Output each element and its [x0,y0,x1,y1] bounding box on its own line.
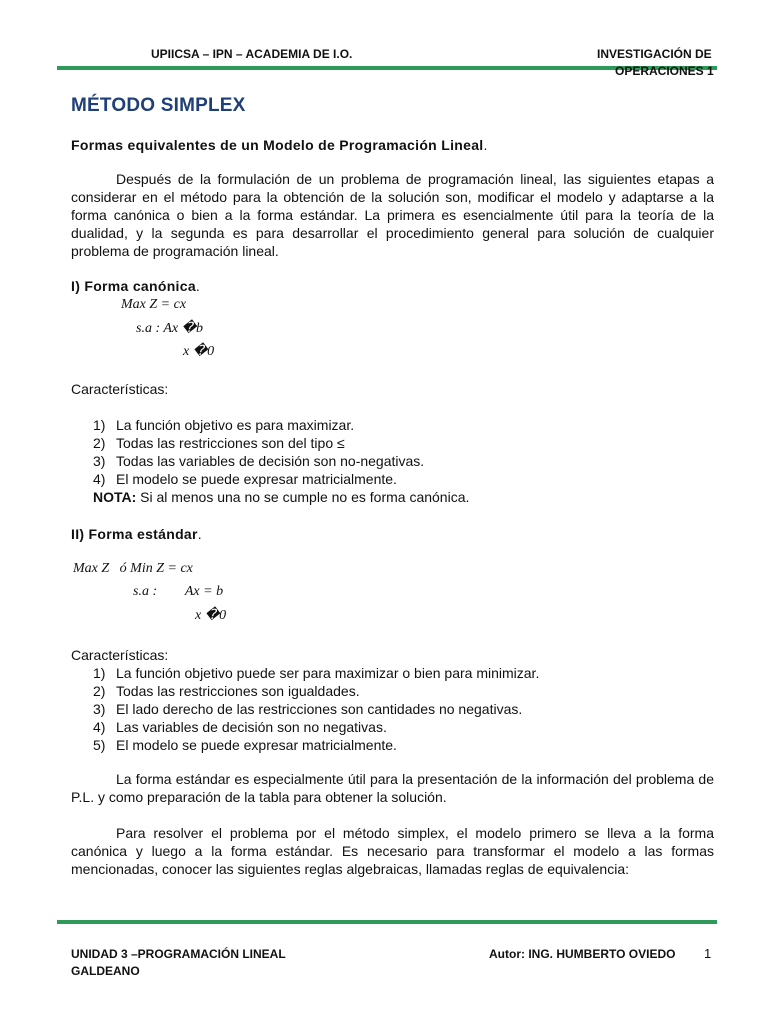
footer-rule [57,920,717,924]
page-title: MÉTODO SIMPLEX [71,95,246,116]
paragraph-standard-usage [71,770,714,806]
canonical-objective: Max Z = cx [121,297,187,312]
note-text: Si al menos una no se cumple no es forma canónica. [136,489,470,505]
standard-characteristics-list [93,664,539,754]
item-text: Todas las restricciones son igualdades. [116,683,360,699]
item-number: 1) [93,665,106,681]
canonical-characteristics-label: Características: [71,381,169,397]
item-text: El modelo se puede expresar matricialmente. [116,737,397,753]
list-item [93,452,469,470]
canonical-characteristics-list [93,416,469,506]
list-item [93,736,539,754]
footer-unit-line2: GALDEANO [71,964,140,978]
standard-characteristics-label: Características: [71,647,169,663]
item-number: 4) [93,719,106,735]
item-text: El modelo se puede expresar matricialmente. [116,471,397,487]
footer-author: Autor: ING. HUMBERTO OVIEDO [489,947,676,961]
item-text: Las variables de decisión son no negativas. [116,719,387,735]
note-label: NOTA: [93,489,137,505]
list-item [93,416,469,434]
section-subtitle [71,136,488,154]
subtitle-text: Formas equivalentes de un Modelo de Programación Lineal [71,137,484,153]
paragraph-text: Para resolver el problema por el método simplex, el modelo primero se lleva a la forma canónica y luego a la forma estándar. Es necesario para transformar el modelo a las formas mencionadas, conocer las siguientes reglas algebraicas, llamadas reglas de equivalencia: [71,825,714,877]
item-number: 4) [93,471,106,487]
item-number: 2) [93,435,106,451]
canonical-nonnegativity: x �0 [183,344,215,359]
item-text: La función objetivo puede ser para maximizar o bien para minimizar. [116,665,540,681]
item-number: 2) [93,683,106,699]
item-number: 3) [93,453,106,469]
paragraph-text: La forma estándar es especialmente útil para la presentación de la información del problema de P.L. y como preparación de la tabla para obtener la solución. [71,771,714,805]
paragraph-equivalence-rules [71,824,714,878]
list-item [93,470,469,488]
canonical-constraint: s.a : Ax �b [136,321,203,336]
standard-constraint: s.a : Ax = b [133,584,224,599]
standard-heading-text: II) Forma estándar [71,526,198,542]
footer-unit-line1: UNIDAD 3 –PROGRAMACIÓN LINEAL [71,947,286,961]
list-item [93,718,539,736]
item-text: El lado derecho de las restricciones son cantidades no negativas. [116,701,523,717]
item-text: Todas las variables de decisión son no-negativas. [116,453,425,469]
standard-heading [71,525,202,543]
item-number: 1) [93,417,106,433]
list-item [93,434,469,452]
standard-heading-period: . [197,526,202,542]
canonical-heading-text: I) Forma canónica [71,278,196,294]
item-text: La función objetivo es para maximizar. [116,417,355,433]
canonical-heading [71,277,200,295]
list-item [93,700,539,718]
header-right-line2: OPERACIONES 1 [615,64,714,78]
item-number: 3) [93,701,106,717]
standard-objective: Max Z ó Min Z = cx [73,561,193,576]
page-number: 1 [704,946,712,961]
intro-text: Después de la formulación de un problema de programación lineal, las siguientes etapas a considerar en el método para la obtención de la solución son, modificar el modelo y adaptarse a la forma canónica o bien a la forma estándar. La primera es esencialmente útil para la teoría de la dualidad, y la segunda es para desarrollar el procedimiento general para solución de cualquier problema de programación lineal. [71,171,714,259]
canonical-heading-period: . [195,278,201,294]
list-item [93,682,539,700]
item-text: Todas las restricciones son del tipo ≤ [116,435,345,451]
subtitle-period: . [483,137,488,153]
header-left: UPIICSA – IPN – ACADEMIA DE I.O. [151,47,353,61]
note-item [93,488,469,506]
intro-paragraph [71,170,714,260]
standard-nonnegativity: x �0 [195,608,227,623]
header-right-line1: INVESTIGACIÓN DE [597,47,712,61]
list-item [93,664,539,682]
item-number: 5) [93,737,106,753]
